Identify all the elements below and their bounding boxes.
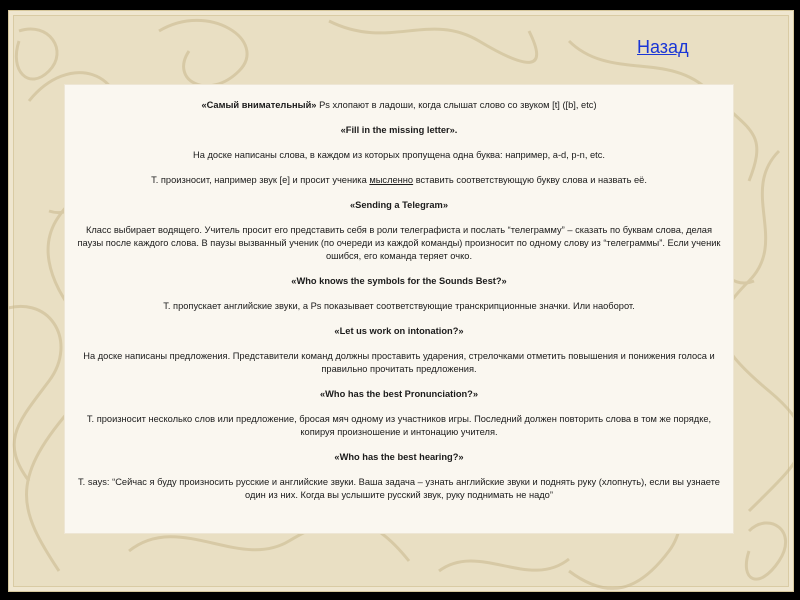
back-link[interactable]: Назад — [637, 37, 689, 57]
game-desc-4: Т. пропускает английские звуки, а Ps показывает соответствующие транскрипционные значки. Или наоборот. — [163, 301, 635, 311]
game-desc-2b: Т. произносит, например звук [e] и просит ученика мысленно вставить соответствующую букву слова и назвать её. — [151, 175, 647, 185]
game-desc-1: Ps хлопают в ладоши, когда слышат слово со звуком [t] ([b], etc) — [316, 100, 597, 110]
game-title-2: «Fill in the missing letter». — [340, 125, 458, 135]
game-title-4: «Who knows the symbols for the Sounds Best?» — [291, 276, 507, 286]
game-title-6: «Who has the best Pronunciation?» — [319, 389, 479, 399]
game-title-7-paragraph — [73, 451, 725, 464]
game-title-3-paragraph — [73, 199, 725, 212]
content-text — [73, 99, 725, 514]
game-title-7: «Who has the best hearing?» — [334, 452, 464, 462]
game-desc-6: Т. произносит несколько слов или предложение, бросая мяч одному из участников игры. Последний должен повторить слова в том же порядке, копируя произношение и интонацию учителя. — [86, 414, 712, 437]
game-desc-5: На доске написаны предложения. Представители команд должны проставить ударения, стрелочками отметить повышения и понижения голоса и правильно прочитать предложения. — [83, 351, 715, 374]
game-desc-3: Класс выбирает водящего. Учитель просит его представить себя в роли телеграфиста и послать “телеграмму” – сказать по буквам слова, делая паузы после каждого слова. В паузы вызванный ученик (по очереди из каждой команды) произносит по одному слову из “телеграммы”. Если ученик ошибся, его команда теряет очко. — [77, 225, 721, 261]
game-title-6-paragraph — [73, 388, 725, 401]
game-title-4-paragraph — [73, 275, 725, 288]
game-desc-7: T. says: “Сейчас я буду произносить русские и английские звуки. Ваша задача – узнать английские звуки и поднять руку (хлопнуть), если вы узнаете один из них. Когда вы услышите русский звук, руку поднимать не надо” — [78, 477, 720, 500]
game-desc-2: На доске написаны слова, в каждом из которых пропущена одна буква: например, a-d, p-n, etc. — [193, 150, 605, 160]
game-title-5: «Let us work on intonation?» — [334, 326, 464, 336]
game-title-5-paragraph — [73, 325, 725, 338]
content-panel — [65, 85, 733, 533]
game-title-3: «Sending a Telegram» — [350, 200, 448, 210]
game-title-1: «Самый внимательный» — [201, 100, 317, 110]
game-item-1 — [73, 99, 725, 112]
slide-background — [8, 10, 794, 592]
underlined-word: мысленно — [369, 175, 414, 185]
game-title-2-paragraph — [73, 124, 725, 137]
